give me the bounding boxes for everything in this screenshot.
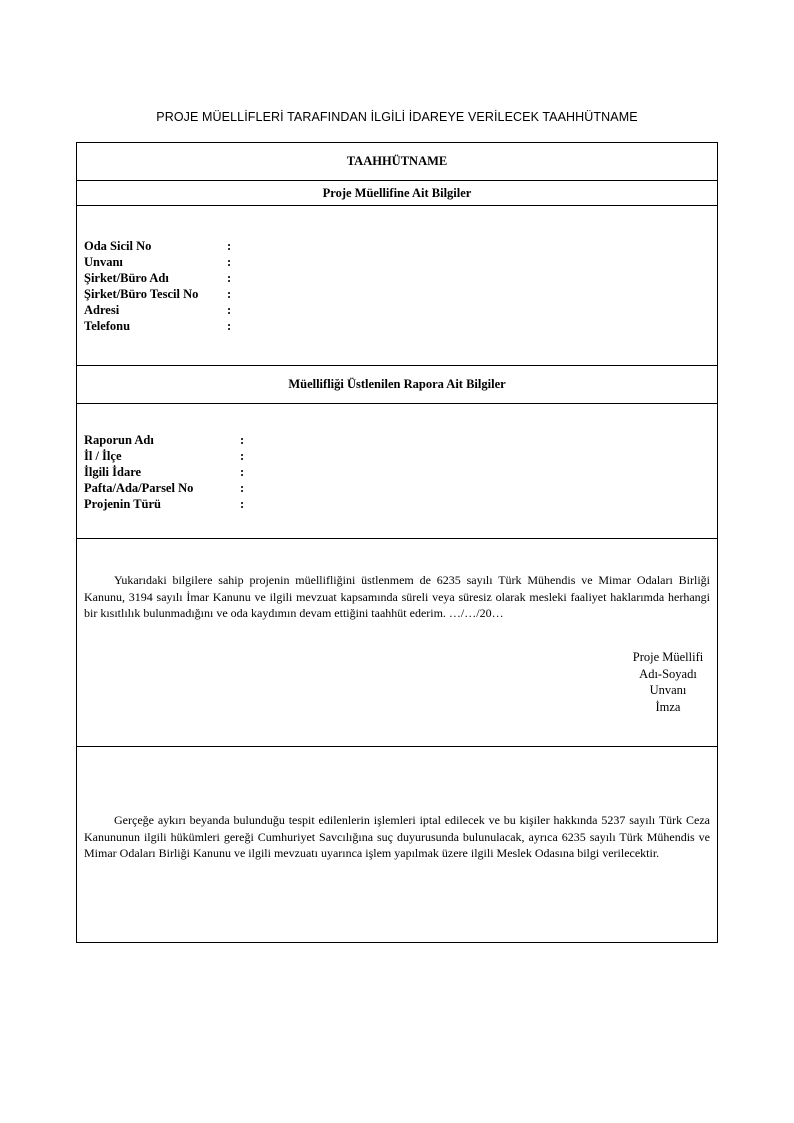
section2-title-row [77, 366, 717, 404]
field-label: Oda Sicil No [84, 239, 152, 253]
field-colon: : [227, 271, 232, 285]
field-label: Telefonu [84, 319, 131, 333]
warning-paragraph [77, 747, 717, 862]
field-colon: : [240, 449, 245, 463]
signature-role: Proje Müellifi [632, 650, 704, 664]
section2-title: Müellifliği Üstlenilen Rapora Ait Bilgiler [288, 377, 506, 391]
section1-title-row [77, 181, 717, 206]
field-raporun-adi [84, 432, 717, 448]
field-sirket-buro-tescil-no [84, 286, 717, 302]
field-pafta-ada-parsel-no [84, 480, 717, 496]
field-label: Şirket/Büro Tescil No [84, 287, 199, 301]
commitment-row [77, 539, 717, 747]
signature-title: Unvanı [649, 683, 687, 697]
field-unvani [84, 254, 717, 270]
commitment-paragraph [77, 539, 717, 622]
section1-fields-row [77, 206, 717, 366]
section2-field-list [77, 404, 717, 512]
field-telefonu [84, 318, 717, 334]
field-label: Raporun Adı [84, 433, 154, 447]
field-label: Şirket/Büro Adı [84, 271, 169, 285]
field-label: İlgili İdare [84, 465, 142, 479]
page-title: PROJE MÜELLİFLERİ TARAFINDAN İLGİLİ İDAREYE VERİLECEK TAAHHÜTNAME [156, 110, 638, 124]
field-colon: : [227, 319, 232, 333]
signature-sign: İmza [655, 699, 681, 714]
field-colon: : [240, 481, 245, 495]
field-label: İl / İlçe [84, 449, 122, 463]
signature-name: Adı-Soyadı [639, 666, 697, 681]
field-il-ilce [84, 448, 717, 464]
commitment-form-table [76, 142, 718, 943]
field-sirket-buro-adi [84, 270, 717, 286]
field-label: Projenin Türü [84, 497, 161, 511]
field-label: Unvanı [84, 255, 123, 269]
field-colon: : [240, 465, 245, 479]
field-colon: : [227, 255, 232, 269]
field-label: Pafta/Ada/Parsel No [84, 481, 194, 495]
field-projenin-turu [84, 496, 717, 512]
warning-row [77, 747, 717, 942]
field-oda-sicil-no [84, 238, 717, 254]
field-colon: : [227, 303, 232, 317]
form-header: TAAHHÜTNAME [346, 154, 448, 168]
section1-field-list [77, 206, 717, 334]
field-label: Adresi [84, 303, 120, 317]
commitment-text: Yukarıdaki bilgilere sahip projenin müellifliğini üstlenmem de 6235 sayılı Türk Mühendis ve Mimar Odaları Birliği Kanunu, 3194 sayılı İmar Kanunu ve ilgili mevzuat kapsamında süreli veya süresiz olarak mesleki faaliyet haklarımda herhangi bir kısıtlılık bulunmadığını ve oda kaydımın devam ettiğini taahhüt ederim. …/…/20… [84, 573, 710, 620]
section2-fields-row [77, 404, 717, 539]
section1-title: Proje Müellifine Ait Bilgiler [322, 185, 472, 200]
form-header-row [77, 143, 717, 181]
field-colon: : [227, 239, 232, 253]
signature-block [553, 649, 783, 715]
field-colon: : [240, 497, 245, 511]
field-ilgili-idare [84, 464, 717, 480]
field-colon: : [227, 287, 232, 301]
warning-text: Gerçeğe aykırı beyanda bulunduğu tespit edilenlerin işlemleri iptal edilecek ve bu kişiler hakkında 5237 sayılı Türk Ceza Kanununun ilgili hükümleri gereği Cumhuriyet Savcılığına suç duyurusunda bulunulacak, ayrıca 6235 sayılı Türk Mühendis ve Mimar Odaları Birliği Kanunu ve ilgili mevzuatı uyarınca işlem yapılmak üzere ilgili Meslek Odasına bilgi verilecektir. [84, 813, 710, 860]
field-adresi [84, 302, 717, 318]
field-colon: : [240, 433, 245, 447]
